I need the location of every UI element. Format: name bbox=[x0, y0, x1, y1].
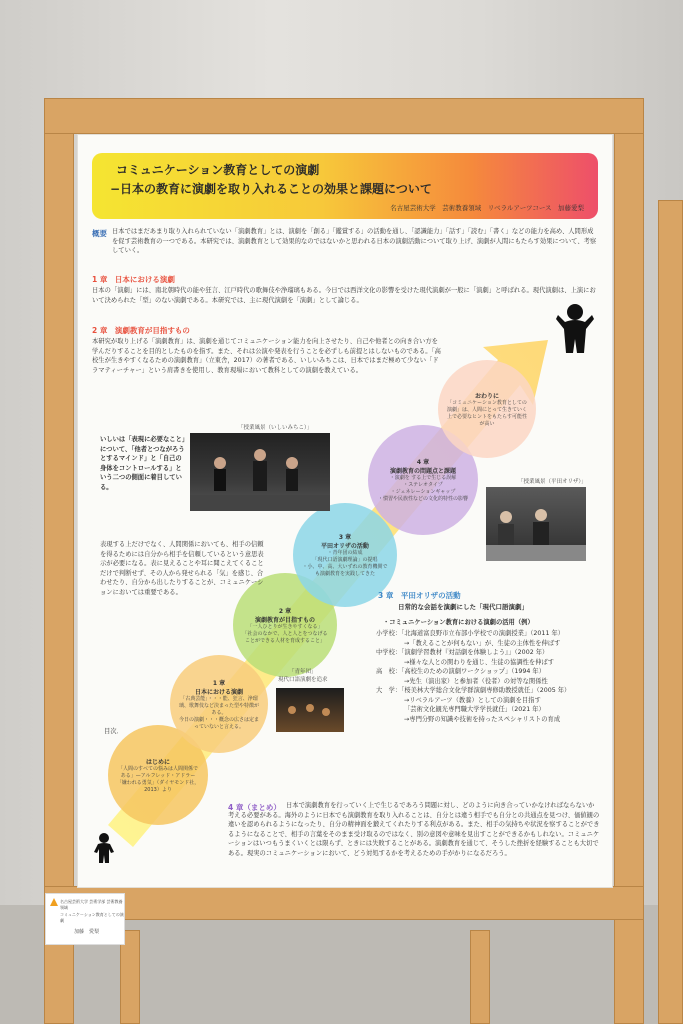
label-line1: 名古屋芸術大学 芸術学部 芸術教養領域 bbox=[60, 899, 123, 910]
abstract-heading: 概要 bbox=[92, 229, 107, 238]
mokuji-label: 目次． bbox=[104, 728, 123, 735]
photo-seinendan-image bbox=[276, 688, 344, 732]
ch3-row: →先生（演出家）と参加者（役者）の対等な関係性 bbox=[404, 677, 548, 685]
ch3-row: 小学校：「北海道富良野市立布部小学校での演劇授業」（2011 年） bbox=[376, 630, 565, 637]
easel-bottom-rail bbox=[44, 886, 644, 920]
label-line3: 加藤 愛梨 bbox=[74, 929, 100, 935]
bubble-ch1 bbox=[170, 655, 268, 753]
bubble-conclusion-title: おわりに bbox=[474, 392, 499, 400]
ch3-list bbox=[376, 629, 606, 724]
bubble-intro-title: はじめに bbox=[145, 758, 170, 766]
label-line2: コミュニケーション教育としての演劇 bbox=[60, 912, 124, 923]
photo-class-hirata bbox=[486, 487, 586, 561]
photo-seinendan bbox=[276, 688, 344, 732]
photo1-caption: 「授業風景（いしいみちこ）」 bbox=[238, 425, 313, 431]
bubble-ch3-title: 3 章 平田オリザの活動 bbox=[321, 534, 369, 550]
ch2-text: 本研究が取り上げる「演劇教育」は、演劇を通じてコミュニケーション能力を向上させたり、自己や他者との向き合い方を学んだりすることを目的としたものを指す。また、それは公演や発表を行うことを必ずしも前提とはしないものである。「高校生が生きやすくなるための演劇教育」（立東舎，2017）の著者である、いしいみちこは、日本ではまだ極めて少ない「ドラマティーチャー」という肩書きを使用し、教育現場において教科としての演劇を教えている。 bbox=[92, 338, 441, 374]
university-logo-icon bbox=[50, 898, 58, 906]
ch4-text: 日本で演劇教育を行っていく上で生じるであろう問題に対し、どのように向き合っていかなければならないか考える必要がある。海外のように日本でも演劇教育を取り入れることは、自分とは違う相手でも自分との共通点を見つけ、価値観の違いを認められるようになったり、自分の精神面を鍛えてくれたりする利点がある。また、相手の気持ちや状況を察することができるようになることで、相手の言葉をそのまま受け取るのではなく、別の意図や意味を見出すことができるかもしれない。コミュニケーションはいつもうまくいくとは限らず、ときには失敗することがある。演劇教育を通じて、そうした挫折を経験することも大切である。現実のコミュニケーションにおいて、どう対処するかを考えるための手がかりになるだろう。 bbox=[228, 802, 600, 857]
ch3-row: →専門分野の知識や技術を持ったスペシャリストの育成 bbox=[404, 715, 561, 723]
easel-top-rail bbox=[44, 98, 644, 134]
poster-title-line1: コミュニケーション教育としての演劇 bbox=[116, 163, 320, 177]
ch3-row: 「芸術文化観光専門職大学学長就任」（2021 年） bbox=[404, 706, 545, 713]
poster-author: 名古屋芸術大学 芸術教養領域 リベラルアーツコース 加藤愛梨 bbox=[390, 204, 584, 212]
photo-class-ishii bbox=[190, 433, 330, 511]
bubble-ch4-body: ・演劇を する上で生じる誤解 ・ステレオタイプ ・ジェネレーションギャップ ・慣習や民族性などの文化的特性の影響 bbox=[377, 475, 468, 502]
exhibit-label-card bbox=[45, 893, 125, 945]
bubble-ch2-body: 「一人ひとりが生きやすくなる」 「社会のなかで、人と人とをつなげることができる人材を育成すること」 bbox=[242, 623, 328, 644]
photo2-caption: 「授業風景（平田オリザ）」 bbox=[518, 479, 587, 485]
bubble-ch3-body: ・青年団の結成 「現代口語演劇理論」の提唱 ・小、中、高、大いずれの教育機関でも演劇教育を実践してきた bbox=[302, 550, 388, 577]
poster-title-line2: −日本の教育に演劇を取り入れることの効果と課題について bbox=[110, 182, 432, 196]
easel-cross-bar-right bbox=[470, 930, 490, 1024]
bubble-intro-body: 「人間のすべての悩みは人間関係である」—アルフレッド・アドラー「嫌われる勇気」（ダイヤモンド社，2013）より bbox=[116, 765, 200, 793]
ch4-heading: 4 章（まとめ） bbox=[228, 803, 281, 812]
ishii-text: いしいは「表現に必要なこと」について、「他者とつながろうとするマインド」と「自己の身体をコントロールする」という二つの側面に着目している。 bbox=[100, 436, 186, 491]
bubble-ch1-body: 「古典芸能」・・・能、狂言、浄瑠璃、歌舞伎など決まった型や特徴がある。 今日の演劇・・・概念の広さは定まっていないと言える。 bbox=[178, 695, 259, 730]
photo-class-hirata-image bbox=[486, 487, 586, 561]
ch3-row: 高 校：「高校生のための演劇ワークショップ」（1994 年） bbox=[376, 668, 546, 675]
photo3-caption: 「青年団」 現代口語演劇を追求 bbox=[278, 669, 328, 683]
bubble-ch1-title: 1 章 日本における演劇 bbox=[194, 679, 243, 696]
ch2-heading: 2 章 演劇教育が目指すもの bbox=[92, 326, 190, 335]
ch3-row: 中学校：「演劇学習教材『対話劇を体験しよう』」（2002 年） bbox=[376, 649, 549, 656]
bubble-conclusion-body: 「コミュニケーション教育としての演劇」は、人間にとって生きていく上で必要なヒントをもたらす可能性が高い bbox=[446, 399, 527, 427]
easel-back-leg bbox=[658, 200, 683, 1024]
expression-text: 表現する上だけでなく、人間関係においても、相手の信頼を得るためには自分から相手を信頼しているという意思表示が必要になる。表に見えることや耳に聞こえてくることだけで判断せず、その人から発せられる「気」を感じ、合わせたり、自分から出したりすることが、コミュニケーションにおいては重要である。 bbox=[100, 541, 264, 596]
ch3-row: 大 学：「桜美林大学総合文化学群演劇専修助教授就任」（2005 年） bbox=[376, 687, 571, 694]
ch3-subheading: 日常的な会話を演劇にした「現代口語演劇」 bbox=[398, 603, 528, 611]
ch3-row: →リベラルアーツ（教養）としての演劇を目指す bbox=[404, 696, 541, 704]
poster-board bbox=[78, 135, 612, 887]
photo-class-ishii-image bbox=[190, 433, 330, 511]
bubble-ch4-title: 4 章 演劇教育の問題点と課題 bbox=[389, 459, 456, 475]
ch1-heading: 1 章 日本における演劇 bbox=[92, 275, 175, 284]
ch3-row: →「教えることが何もない」が、生徒の主体性を伸ばす bbox=[404, 639, 561, 647]
bubble-ch2-title: 2 章 演劇教育が目指すもの bbox=[254, 607, 315, 624]
abstract-text: 日本ではまだあまり取り入れられていない「演劇教育」とは、演劇を「創る」「鑑賞する」の活動を通し、「認識能力」「話す」「読む」「書く」などの能力を高め、人間形成を促す芸術教育の一つである。本研究では、演劇教育として効果的なのではないかと思われる日本の演劇活動について取り上げ、演劇が人間にもたらす効果について、考察していく。 bbox=[112, 228, 597, 254]
ch1-text: 日本の「演劇」には、南北朝時代の能や狂言、江戸時代の歌舞伎や浄瑠璃もある。今日では西洋文化の影響を受けた現代演劇が一般に「演劇」と呼ばれる。現代演劇は、上演において決められた「型」のない演劇である。本研究では、主に現代演劇を「演劇」として論じる。 bbox=[92, 287, 596, 304]
ch3-list-heading: ・コミュニケーション教育における演劇の活用（例） bbox=[383, 619, 534, 626]
ch3-heading: 3 章 平田オリザの活動 bbox=[378, 591, 461, 600]
ch3-row: →様々な人との関わりを通じ、生徒の協調性を伸ばす bbox=[404, 658, 555, 666]
bubble-conclusion bbox=[438, 360, 536, 458]
